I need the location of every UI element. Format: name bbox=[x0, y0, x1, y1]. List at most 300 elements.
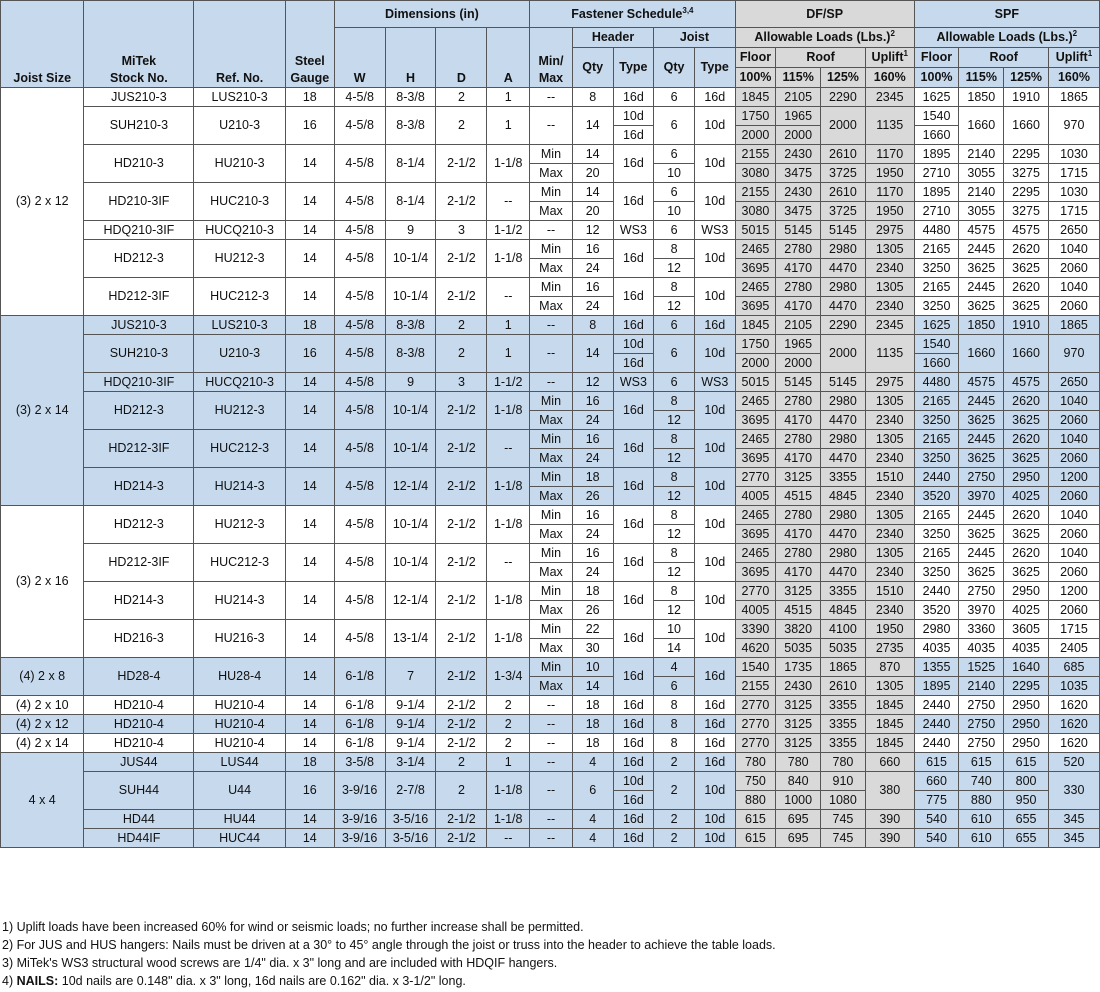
spf-floor: 2980 bbox=[914, 620, 959, 639]
dfsp-roof-115: 1735 bbox=[776, 658, 821, 677]
joist-qty: 6 bbox=[654, 88, 695, 107]
spf-uplift: 1620 bbox=[1048, 734, 1099, 753]
spf-floor: 1625 bbox=[914, 316, 959, 335]
joist-qty: 6 bbox=[654, 335, 695, 373]
dim-w: 4-5/8 bbox=[334, 278, 385, 316]
table-row bbox=[1, 582, 1100, 601]
spf-roof-115: 740 bbox=[959, 772, 1004, 791]
dim-h: 10-1/4 bbox=[385, 392, 436, 430]
dim-h: 10-1/4 bbox=[385, 430, 436, 468]
steel-gauge: 14 bbox=[285, 240, 334, 278]
joist-group bbox=[1, 316, 1100, 506]
dfsp-uplift: 1845 bbox=[865, 715, 914, 734]
spf-roof-115: 3970 bbox=[959, 487, 1004, 506]
dim-d: 2-1/2 bbox=[436, 468, 487, 506]
dim-a: -- bbox=[487, 544, 530, 582]
steel-gauge: 14 bbox=[285, 829, 334, 848]
stock-no: HD212-3IF bbox=[84, 430, 194, 468]
joist-type: 16d bbox=[694, 316, 735, 335]
dfsp-uplift: 2345 bbox=[865, 88, 914, 107]
stock-no: HD210-4 bbox=[84, 696, 194, 715]
steel-gauge: 14 bbox=[285, 468, 334, 506]
col-w: W bbox=[334, 28, 385, 88]
header-type: 16d bbox=[613, 392, 654, 430]
dfsp-uplift: 2975 bbox=[865, 221, 914, 240]
joist-type: 10d bbox=[694, 468, 735, 506]
dfsp-floor: 1750 bbox=[735, 107, 776, 126]
stock-no: HD212-3 bbox=[84, 506, 194, 544]
dfsp-roof-125: 3355 bbox=[821, 582, 866, 601]
stock-no: HD212-3 bbox=[84, 240, 194, 278]
dim-w: 4-5/8 bbox=[334, 392, 385, 430]
spf-floor: 3520 bbox=[914, 487, 959, 506]
spf-uplift: 1865 bbox=[1048, 88, 1099, 107]
min-max: -- bbox=[530, 373, 573, 392]
ref-no: HU44 bbox=[194, 810, 286, 829]
joist-qty: 12 bbox=[654, 601, 695, 620]
header-qty: 22 bbox=[572, 620, 613, 639]
min-max: -- bbox=[530, 221, 573, 240]
spf-roof-125: 2620 bbox=[1004, 506, 1049, 525]
ref-no: HUC212-3 bbox=[194, 544, 286, 582]
joist-qty: 2 bbox=[654, 829, 695, 848]
header-qty: 18 bbox=[572, 696, 613, 715]
spf-roof-115: 2750 bbox=[959, 468, 1004, 487]
dfsp-roof-125: 4470 bbox=[821, 259, 866, 278]
dfsp-floor: 3695 bbox=[735, 259, 776, 278]
col-joist-type: Type bbox=[694, 48, 735, 88]
table-row bbox=[1, 658, 1100, 677]
dfsp-uplift: 1135 bbox=[865, 107, 914, 145]
table-row bbox=[1, 715, 1100, 734]
joist-qty: 6 bbox=[654, 107, 695, 145]
dfsp-roof-115: 4170 bbox=[776, 563, 821, 582]
spf-roof-115: 2750 bbox=[959, 734, 1004, 753]
ref-no: HU212-3 bbox=[194, 392, 286, 430]
dfsp-uplift: 1950 bbox=[865, 202, 914, 221]
dfsp-roof-115: 3125 bbox=[776, 582, 821, 601]
dfsp-roof-125: 5145 bbox=[821, 373, 866, 392]
stock-no-line1: MiTek bbox=[121, 54, 157, 68]
dfsp-roof-115: 3125 bbox=[776, 468, 821, 487]
min-max: -- bbox=[530, 772, 573, 810]
dfsp-roof-125: 4845 bbox=[821, 601, 866, 620]
table-row bbox=[1, 373, 1100, 392]
min-max: Min bbox=[530, 468, 573, 487]
spf-allow-label: Allowable Loads (Lbs.) bbox=[936, 30, 1073, 44]
spf-floor: 2440 bbox=[914, 696, 959, 715]
dim-a: -- bbox=[487, 430, 530, 468]
dfsp-roof-125: 2000 bbox=[821, 107, 866, 145]
header-qty: 6 bbox=[572, 772, 613, 810]
steel-gauge: 18 bbox=[285, 88, 334, 107]
joist-qty: 4 bbox=[654, 658, 695, 677]
joist-type: 10d bbox=[694, 183, 735, 221]
dfsp-roof-125: 2980 bbox=[821, 392, 866, 411]
header-type: 16d bbox=[613, 506, 654, 544]
joist-type: 16d bbox=[694, 753, 735, 772]
col-header-fastener: Header bbox=[572, 28, 653, 48]
min-max: Max bbox=[530, 164, 573, 183]
min-max: -- bbox=[530, 107, 573, 145]
dim-a: 2 bbox=[487, 734, 530, 753]
dim-w: 6-1/8 bbox=[334, 734, 385, 753]
ref-no: U210-3 bbox=[194, 335, 286, 373]
dim-w: 4-5/8 bbox=[334, 620, 385, 658]
col-dfsp-floor: Floor bbox=[735, 48, 776, 68]
spf-uplift: 2060 bbox=[1048, 487, 1099, 506]
dfsp-floor: 2465 bbox=[735, 544, 776, 563]
spf-roof-125: 4025 bbox=[1004, 487, 1049, 506]
dim-d: 2-1/2 bbox=[436, 430, 487, 468]
dfsp-uplift: 660 bbox=[865, 753, 914, 772]
joist-type: 10d bbox=[694, 145, 735, 183]
dfsp-roof-115: 780 bbox=[776, 753, 821, 772]
dim-w: 6-1/8 bbox=[334, 715, 385, 734]
dim-w: 3-9/16 bbox=[334, 829, 385, 848]
stock-no: HD212-3 bbox=[84, 392, 194, 430]
dfsp-uplift: 1510 bbox=[865, 582, 914, 601]
joist-qty: 12 bbox=[654, 487, 695, 506]
header-type: 16d bbox=[613, 430, 654, 468]
table-row bbox=[1, 240, 1100, 259]
joist-type: 10d bbox=[694, 506, 735, 544]
dfsp-floor: 3695 bbox=[735, 449, 776, 468]
header-qty: 24 bbox=[572, 411, 613, 430]
spf-roof-125: 800 bbox=[1004, 772, 1049, 791]
stock-no: SUH210-3 bbox=[84, 335, 194, 373]
joist-size: (3) 2 x 16 bbox=[1, 506, 84, 658]
header-type: 16d bbox=[613, 715, 654, 734]
spf-floor: 2165 bbox=[914, 392, 959, 411]
dim-a: 1-1/8 bbox=[487, 620, 530, 658]
joist-group bbox=[1, 696, 1100, 715]
dfsp-roof-115: 4515 bbox=[776, 601, 821, 620]
spf-uplift-label: Uplift bbox=[1055, 50, 1088, 64]
min-max: Max bbox=[530, 563, 573, 582]
dfsp-uplift: 2975 bbox=[865, 373, 914, 392]
dim-d: 2-1/2 bbox=[436, 829, 487, 848]
gauge-line1: Steel bbox=[294, 54, 325, 68]
joist-size: (4) 2 x 12 bbox=[1, 715, 84, 734]
dfsp-roof-125: 4470 bbox=[821, 563, 866, 582]
dim-h: 9 bbox=[385, 221, 436, 240]
dfsp-floor: 2770 bbox=[735, 715, 776, 734]
dim-h: 9-1/4 bbox=[385, 734, 436, 753]
spf-uplift: 345 bbox=[1048, 829, 1099, 848]
spf-roof-125: 2620 bbox=[1004, 392, 1049, 411]
spf-roof-115: 4035 bbox=[959, 639, 1004, 658]
spf-roof-125: 950 bbox=[1004, 791, 1049, 810]
header-qty: 14 bbox=[572, 145, 613, 164]
joist-size: (4) 2 x 14 bbox=[1, 734, 84, 753]
spf-uplift: 685 bbox=[1048, 658, 1099, 677]
footnotes bbox=[2, 918, 776, 990]
spf-floor: 540 bbox=[914, 810, 959, 829]
header-type: 16d bbox=[613, 240, 654, 278]
spf-uplift: 1030 bbox=[1048, 145, 1099, 164]
dfsp-floor: 5015 bbox=[735, 373, 776, 392]
joist-type: 16d bbox=[694, 715, 735, 734]
dim-h: 12-1/4 bbox=[385, 468, 436, 506]
dfsp-uplift: 2340 bbox=[865, 297, 914, 316]
col-fastener-schedule bbox=[530, 1, 736, 28]
dfsp-floor: 615 bbox=[735, 829, 776, 848]
joist-qty: 6 bbox=[654, 145, 695, 164]
dim-a: 1 bbox=[487, 107, 530, 145]
steel-gauge: 18 bbox=[285, 753, 334, 772]
joist-type: 10d bbox=[694, 544, 735, 582]
dfsp-floor: 2155 bbox=[735, 145, 776, 164]
dfsp-floor: 5015 bbox=[735, 221, 776, 240]
fastener-sup: 3,4 bbox=[682, 5, 694, 15]
spf-roof-115: 2140 bbox=[959, 677, 1004, 696]
joist-qty: 6 bbox=[654, 221, 695, 240]
joist-qty: 2 bbox=[654, 810, 695, 829]
joist-type: 10d bbox=[694, 810, 735, 829]
dfsp-roof-125: 3355 bbox=[821, 468, 866, 487]
spf-floor: 1355 bbox=[914, 658, 959, 677]
spf-uplift: 2060 bbox=[1048, 297, 1099, 316]
joist-qty: 8 bbox=[654, 696, 695, 715]
steel-gauge: 14 bbox=[285, 620, 334, 658]
min-max: Max bbox=[530, 677, 573, 696]
steel-gauge: 14 bbox=[285, 506, 334, 544]
dim-a: 1-1/8 bbox=[487, 392, 530, 430]
footnote-2: 2) For JUS and HUS hangers: Nails must be driven at a 30° to 45° angle through the joist or truss into the header to achieve the table loads. bbox=[2, 938, 776, 952]
dfsp-floor: 3695 bbox=[735, 297, 776, 316]
dfsp-roof-115: 2780 bbox=[776, 240, 821, 259]
header-qty: 24 bbox=[572, 449, 613, 468]
dim-a: 2 bbox=[487, 696, 530, 715]
dim-w: 4-5/8 bbox=[334, 145, 385, 183]
spf-roof-115: 2750 bbox=[959, 715, 1004, 734]
header-type: 16d bbox=[613, 316, 654, 335]
dim-d: 3 bbox=[436, 221, 487, 240]
dim-w: 3-9/16 bbox=[334, 772, 385, 810]
joist-type: 10d bbox=[694, 430, 735, 468]
spf-roof-115: 2445 bbox=[959, 544, 1004, 563]
dfsp-floor: 3080 bbox=[735, 164, 776, 183]
header-qty: 24 bbox=[572, 297, 613, 316]
joist-type: 16d bbox=[694, 88, 735, 107]
header-qty: 14 bbox=[572, 677, 613, 696]
col-dfsp: DF/SP bbox=[735, 1, 914, 28]
table-row bbox=[1, 544, 1100, 563]
stock-no: HD28-4 bbox=[84, 658, 194, 696]
joist-size: (3) 2 x 14 bbox=[1, 316, 84, 506]
spf-uplift: 970 bbox=[1048, 107, 1099, 145]
table-row bbox=[1, 278, 1100, 297]
joist-group bbox=[1, 88, 1100, 316]
spf-floor: 2165 bbox=[914, 506, 959, 525]
steel-gauge: 14 bbox=[285, 544, 334, 582]
dfsp-roof-125: 4100 bbox=[821, 620, 866, 639]
spf-uplift: 2060 bbox=[1048, 563, 1099, 582]
min-max: -- bbox=[530, 810, 573, 829]
dfsp-roof-115: 3820 bbox=[776, 620, 821, 639]
dim-d: 2-1/2 bbox=[436, 392, 487, 430]
ref-no: HU210-4 bbox=[194, 734, 286, 753]
header-type: 16d bbox=[613, 354, 654, 373]
spf-uplift: 1040 bbox=[1048, 506, 1099, 525]
dim-d: 2 bbox=[436, 772, 487, 810]
dfsp-roof-115: 4170 bbox=[776, 259, 821, 278]
col-dfsp-100: 100% bbox=[735, 68, 776, 88]
table-row bbox=[1, 810, 1100, 829]
dim-d: 2 bbox=[436, 753, 487, 772]
steel-gauge: 16 bbox=[285, 335, 334, 373]
dfsp-roof-125: 2000 bbox=[821, 335, 866, 373]
header-qty: 24 bbox=[572, 525, 613, 544]
dfsp-roof-115: 2430 bbox=[776, 145, 821, 164]
dfsp-uplift: 2735 bbox=[865, 639, 914, 658]
header-qty: 18 bbox=[572, 715, 613, 734]
dfsp-floor: 2770 bbox=[735, 734, 776, 753]
dfsp-roof-125: 4470 bbox=[821, 411, 866, 430]
stock-no: HD210-4 bbox=[84, 715, 194, 734]
dfsp-roof-115: 4515 bbox=[776, 487, 821, 506]
steel-gauge: 16 bbox=[285, 772, 334, 810]
dfsp-uplift: 1845 bbox=[865, 734, 914, 753]
min-max: Min bbox=[530, 544, 573, 563]
dfsp-roof-115: 4170 bbox=[776, 525, 821, 544]
joist-qty: 10 bbox=[654, 202, 695, 221]
spf-uplift: 330 bbox=[1048, 772, 1099, 810]
joist-type: 10d bbox=[694, 335, 735, 373]
dfsp-roof-115: 2780 bbox=[776, 278, 821, 297]
steel-gauge: 14 bbox=[285, 715, 334, 734]
header-type: 16d bbox=[613, 829, 654, 848]
dfsp-roof-115: 4170 bbox=[776, 411, 821, 430]
min-max: Min bbox=[530, 430, 573, 449]
gauge-line2: Gauge bbox=[290, 71, 330, 85]
spf-floor: 3520 bbox=[914, 601, 959, 620]
dim-h: 8-3/8 bbox=[385, 335, 436, 373]
spf-roof-125: 2620 bbox=[1004, 544, 1049, 563]
dim-h: 10-1/4 bbox=[385, 240, 436, 278]
spf-roof-115: 2750 bbox=[959, 582, 1004, 601]
ref-no: HUC210-3 bbox=[194, 183, 286, 221]
stock-no: SUH210-3 bbox=[84, 107, 194, 145]
dim-w: 4-5/8 bbox=[334, 544, 385, 582]
dim-w: 4-5/8 bbox=[334, 430, 385, 468]
min-max: Max bbox=[530, 297, 573, 316]
ref-no: HU212-3 bbox=[194, 240, 286, 278]
spf-roof-125: 3625 bbox=[1004, 449, 1049, 468]
spf-roof-125: 3625 bbox=[1004, 411, 1049, 430]
col-spf-allowable bbox=[914, 28, 1099, 48]
header-type: 10d bbox=[613, 772, 654, 791]
dim-d: 2-1/2 bbox=[436, 715, 487, 734]
dfsp-roof-115: 1965 bbox=[776, 335, 821, 354]
stock-no: HD44 bbox=[84, 810, 194, 829]
dfsp-roof-115: 5145 bbox=[776, 373, 821, 392]
spf-roof-115: 2140 bbox=[959, 145, 1004, 164]
dfsp-roof-115: 5145 bbox=[776, 221, 821, 240]
spf-roof-115: 880 bbox=[959, 791, 1004, 810]
min-max: Max bbox=[530, 411, 573, 430]
dfsp-floor: 4005 bbox=[735, 487, 776, 506]
dfsp-roof-125: 745 bbox=[821, 829, 866, 848]
spf-roof-115: 2445 bbox=[959, 506, 1004, 525]
table-row bbox=[1, 772, 1100, 791]
dfsp-roof-115: 2430 bbox=[776, 677, 821, 696]
table-row bbox=[1, 620, 1100, 639]
dim-a: 1-1/8 bbox=[487, 810, 530, 829]
dfsp-roof-115: 2780 bbox=[776, 430, 821, 449]
min-max: Max bbox=[530, 449, 573, 468]
spf-floor: 2710 bbox=[914, 202, 959, 221]
spf-floor: 2440 bbox=[914, 582, 959, 601]
joist-qty: 8 bbox=[654, 240, 695, 259]
table-row bbox=[1, 316, 1100, 335]
spf-roof-125: 1910 bbox=[1004, 88, 1049, 107]
col-dfsp-125: 125% bbox=[821, 68, 866, 88]
header-type: 16d bbox=[613, 753, 654, 772]
spf-allow-sup: 2 bbox=[1072, 28, 1078, 38]
dfsp-floor: 4005 bbox=[735, 601, 776, 620]
table-row bbox=[1, 183, 1100, 202]
table-row bbox=[1, 829, 1100, 848]
spf-floor: 1660 bbox=[914, 126, 959, 145]
spf-roof-125: 1660 bbox=[1004, 335, 1049, 373]
joist-group bbox=[1, 753, 1100, 848]
dfsp-roof-115: 1965 bbox=[776, 107, 821, 126]
dfsp-roof-115: 2000 bbox=[776, 126, 821, 145]
dfsp-roof-125: 3725 bbox=[821, 202, 866, 221]
spf-roof-125: 4575 bbox=[1004, 221, 1049, 240]
spf-uplift-sup: 1 bbox=[1087, 48, 1093, 58]
spf-roof-125: 2620 bbox=[1004, 240, 1049, 259]
dim-a: 1 bbox=[487, 316, 530, 335]
joist-size: 4 x 4 bbox=[1, 753, 84, 848]
ref-no: HUCQ210-3 bbox=[194, 373, 286, 392]
dim-d: 2 bbox=[436, 316, 487, 335]
spf-uplift: 2650 bbox=[1048, 373, 1099, 392]
header-qty: 18 bbox=[572, 734, 613, 753]
dfsp-uplift: 380 bbox=[865, 772, 914, 810]
stock-no: SUH44 bbox=[84, 772, 194, 810]
spf-uplift: 1200 bbox=[1048, 468, 1099, 487]
spf-floor: 3250 bbox=[914, 411, 959, 430]
spf-roof-125: 3625 bbox=[1004, 563, 1049, 582]
joist-qty: 8 bbox=[654, 715, 695, 734]
table-row bbox=[1, 221, 1100, 240]
min-max: Max bbox=[530, 601, 573, 620]
spf-uplift: 1620 bbox=[1048, 715, 1099, 734]
stock-no: JUS210-3 bbox=[84, 88, 194, 107]
dim-h: 7 bbox=[385, 658, 436, 696]
spf-roof-115: 610 bbox=[959, 829, 1004, 848]
header-qty: 16 bbox=[572, 392, 613, 411]
dfsp-uplift: 2340 bbox=[865, 601, 914, 620]
dfsp-uplift: 2340 bbox=[865, 487, 914, 506]
ref-no: HU214-3 bbox=[194, 468, 286, 506]
dfsp-roof-115: 4170 bbox=[776, 449, 821, 468]
spf-uplift: 1040 bbox=[1048, 240, 1099, 259]
col-dimensions: Dimensions (in) bbox=[334, 1, 529, 28]
dfsp-floor: 3080 bbox=[735, 202, 776, 221]
dfsp-roof-125: 3725 bbox=[821, 164, 866, 183]
col-spf-uplift bbox=[1048, 48, 1099, 68]
spf-roof-125: 4575 bbox=[1004, 373, 1049, 392]
dfsp-floor: 2155 bbox=[735, 183, 776, 202]
dim-w: 4-5/8 bbox=[334, 373, 385, 392]
stock-no: JUS44 bbox=[84, 753, 194, 772]
dfsp-floor: 2465 bbox=[735, 430, 776, 449]
stock-no: HD212-3IF bbox=[84, 544, 194, 582]
